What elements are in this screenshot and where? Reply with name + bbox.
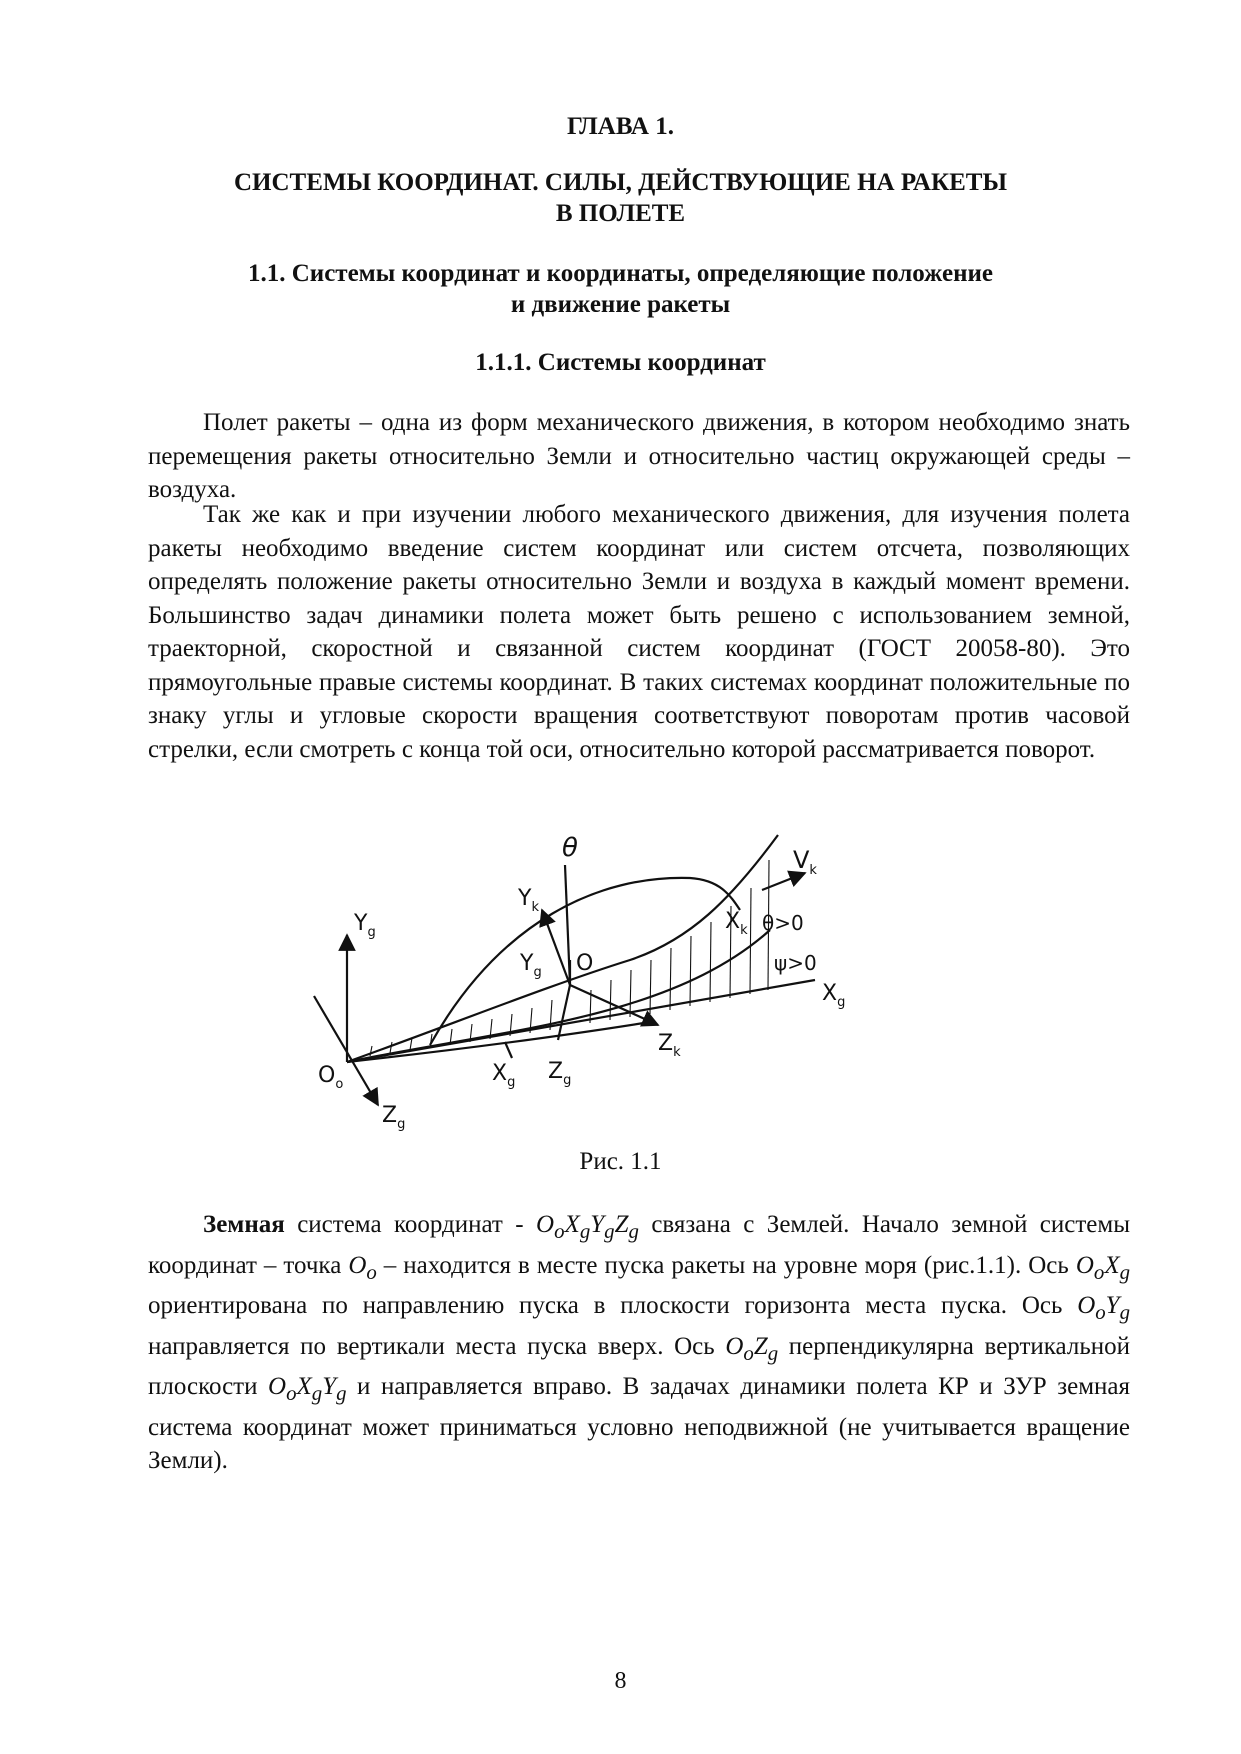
label-yk: $Y_k$ xyxy=(518,886,539,915)
label-xk: $X_k$ xyxy=(725,909,748,938)
label-o: O xyxy=(576,951,594,976)
label-theta: θ xyxy=(562,833,578,863)
paragraph-coordinate-systems-text: Так же как и при изучении любого механического движения, для изучения полета ракеты необходимо введение систем координат или систем отсчета, позволяющих определять положение ракеты относительно Земли и воздуха в каждый момент времени. Большинство задач динамики полета может быть решено с использованием земной, траекторной, скоростной и связанной систем координат (ГОСТ 20058-80). Это прямоугольные правые системы координат. В таких системах координат положительные по знаку углы и угловые скорости вращения соответствуют поворотам против часовой стрелки, если смотреть с конца той оси, относительно которой рассматривается поворот. xyxy=(148,501,1130,763)
math-oxy: $O_oX_gY_g$ xyxy=(268,1373,347,1405)
math-oy: $O_oY_g$ xyxy=(1077,1292,1130,1324)
trajectory-upper-curve xyxy=(347,835,778,1062)
term-earth: Земная xyxy=(203,1211,285,1238)
chapter-label: ГЛАВА 1. xyxy=(567,113,674,140)
paragraph-intro-text: Полет ракеты – одна из форм механического движения, в котором необходимо знать перемещения ракеты относительно Земли и относительно частиц окружающей среды – воздуха. xyxy=(148,409,1130,503)
label-yg-origin: $Y_g$ xyxy=(354,911,376,940)
label-xg-right: $X_g$ xyxy=(822,981,846,1010)
chapter-title-line2: В ПОЛЕТЕ xyxy=(555,200,686,227)
label-vk: $V_k$ xyxy=(793,846,817,878)
label-theta-positive: θ>0 xyxy=(762,911,804,935)
page-number: 8 xyxy=(614,1668,627,1694)
label-o0: $O_o$ xyxy=(318,1063,344,1092)
math-ox: $O_oX_g$ xyxy=(1075,1251,1131,1284)
label-zg-mid: $Z_g$ xyxy=(548,1059,572,1088)
label-zk: $Z_k$ xyxy=(658,1031,681,1060)
section-title-line1: 1.1. Системы координат и координаты, определяющие положение xyxy=(248,260,993,287)
paragraph-coordinate-systems xyxy=(148,498,1130,766)
label-yg-o: $Y_g$ xyxy=(520,951,542,980)
math-oz: $O_oZ_g$ xyxy=(725,1332,779,1365)
axis-zk xyxy=(570,985,658,1025)
section-title-line2: и движение ракеты xyxy=(510,291,731,318)
label-zg-low: $Z_g$ xyxy=(382,1103,406,1132)
axis-yk xyxy=(542,910,570,985)
label-xg-mid: $X_g$ xyxy=(492,1061,516,1090)
paragraph-earth-system: Земная система координат - $O_oX_gY_gZ_g$ связана с Землей. Начало земной системы координат – точка $O_o$ – находится в месте пуска ракеты на уровне моря (рис.1.1). Ось $O_oX_g$ ориентирована по направлению пуска в плоскости горизонта места пуска. Ось $O_oY_g$ направляется по вертикали места пуска вверх. Ось $O_oZ_g$ перпендикулярна вертикальной плоскости $O_oX_gY_g$ и направляется вправо. В задачах динамики полета КР и ЗУР земная система координат может приниматься условно неподвижной (не учитывается вращение Земли). xyxy=(148,1211,1131,1474)
chapter-title-line1: СИСТЕМЫ КООРДИНАТ. СИЛЫ, ДЕЙСТВУЮЩИЕ НА РАКЕТЫ xyxy=(233,169,1007,196)
math-o: $O_o$ xyxy=(348,1251,377,1284)
axis-zg-at-o xyxy=(558,985,570,1040)
math-oxyz: $O_oX_gY_gZ_g$ xyxy=(536,1211,639,1243)
trajectory-lower-curve xyxy=(347,930,770,1062)
subsection-title: 1.1.1. Системы координат xyxy=(475,349,766,376)
axis-xg-pointer xyxy=(505,1042,512,1058)
paragraph-intro xyxy=(148,406,1130,507)
label-psi-positive: ψ>0 xyxy=(774,951,817,975)
trajectory-projection-curve xyxy=(347,1022,650,1062)
figure-caption: Рис. 1.1 xyxy=(579,1148,662,1175)
figure-coordinate-systems xyxy=(300,820,940,1140)
